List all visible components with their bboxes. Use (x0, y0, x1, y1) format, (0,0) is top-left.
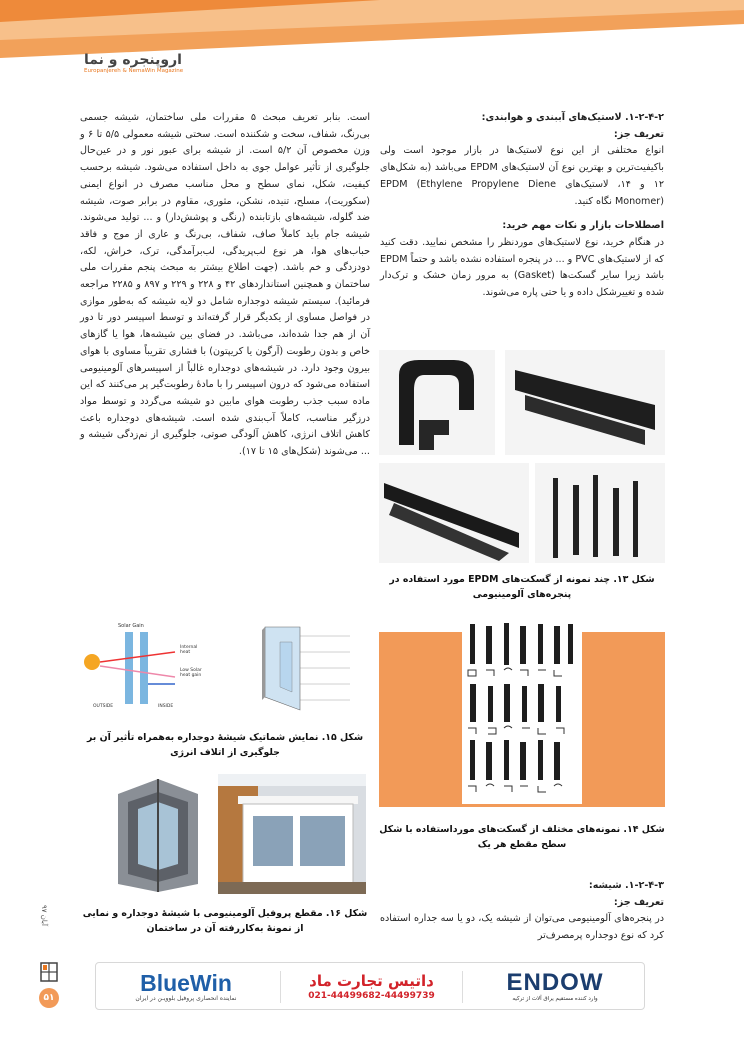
gasket-photo-1 (379, 350, 495, 455)
ad-divider-1 (280, 971, 281, 1003)
glass-definition-label: تعریف جز: (613, 896, 664, 908)
gaskets-paragraph: انواع مختلفی از این نوع لاستیک‌ها در بازار موجود است ولی باکیفیت‌ترین و بهترین نوع آن لاستیک‌های EPDM می‌باشد (به شکل‌های ۱۲ و ۱۴، لاستیک‌های EPDM (Ethylene Propylene Diene Monomer) نگاه کنید. (380, 145, 664, 207)
outside-label: OUTSIDE (93, 704, 114, 709)
section-heading-gaskets: ۱-۲-۴-۲. لاستیک‌های آببندی و هوابندی: (481, 112, 664, 123)
figure-16-caption: شکل ۱۶. مقطع پروفیل آلومینیومی با شیشۀ دوجداره و نمایی از نمونۀ به‌کاررفته آن در ساختمان (82, 908, 368, 934)
logo-subtitle: Europanjereh & NemaWin Magazine (84, 68, 184, 74)
glass-heading: ۱-۲-۴-۳. شیشه: (588, 880, 664, 891)
ad-bluewin[interactable] (96, 963, 276, 1009)
internal-heat-label: Internal heat (180, 645, 198, 655)
datis-phone: 021-44499682-44499739 (308, 991, 435, 1001)
building-photo (218, 774, 366, 894)
inside-label: INSIDE (158, 704, 174, 709)
bluewin-logo-text: BlueWin (140, 969, 232, 996)
gasket-photo-2 (505, 350, 665, 455)
ad-divider-2 (462, 971, 463, 1003)
gasket-photo-4 (535, 463, 665, 563)
low-solar-label: Low Solar heat gain (180, 668, 202, 678)
grid-logo-icon (40, 962, 58, 982)
figure-14-caption: شکل ۱۴. نمونه‌های مختلف از گسکت‌های مورداستفاده با شکل سطح مقطع هر یک (379, 824, 665, 850)
bluewin-subtitle: نماینده انحصاری پروفیل بلوویـن در ایران (135, 994, 237, 1002)
market-tips-paragraph: در هنگام خرید، نوع لاستیک‌های موردنظر را مشخص نمایید. دقت کنید که از لاستیک‌های PVC و ... در پنجره استفاده نشده باشد و حتماً EPDM باشد زیرا سایر گسکت‌ها (Gasket) به مرور زمان خشک و ترک‌دار شده و تغییرشکل داده و یا حتی پاره می‌شوند. (380, 236, 664, 299)
ad-endow[interactable] (466, 963, 644, 1009)
endow-logo-text: ENDOW (506, 969, 604, 996)
market-tips-heading: اصطلاحات بازار و نکات مهم خرید: (502, 220, 664, 232)
glass-description-paragraph: است. بنابر تعریف مبحث ۵ مقررات ملی ساختمان، شیشه جسمی بی‌رنگ، شفاف، سخت و شکننده است. سختی شیشه معمولی ۵/۵ تا ۶ و وزن مخصوص آن ۵/۲ است. از شیشه برای عبور نور و در عین‌حال جلوگیری از تأثیر عوامل جوی به داخل استفاده می‌شود. شیشه برحسب کیفیت، شکل، نمای سطح و محل مناسب مصرف در انواع ایمنی (سکوریت)، مسلح، تنیده، نشکن، مثوری، مقاوم در برابر صوت، شیشه ضد گلوله، شیشه‌های بازتابنده (رنگی و پوشش‌دار) و ... تولید می‌شوند. شیشه جام باید کاملاً صاف، شفاف، بی‌رنگ و عاری از موج و فاقد حباب‌های هوا، هر نوع لب‌پریدگی، لب‌برآمدگی، ترک، خراش، لکه، دودزدگی و خم باشد. (جهت اطلاع بیشتر به مبحث پنجم مقررات ملی ساختمان و همچنین استانداردهای ۴۲ و ۲۲۸ و ۲۲۹ و ۸۹۷ و ۲۲۸۵ مراجعه فرمائید). سیستم شیشه دوجداره شامل دو لایه شیشه که به‌طور موازی در فواصل مساوی از یکدیگر قرار گرفته‌اند و توسط اسپیسر دور تا دور آن از هم جدا شده‌اند، می‌باشد. در فضای بین شیشه‌ها، هوا یا گازهای خاص و بدون رطوبت (آرگون یا کریپتون) با فشاری تقریباً مساوی با هوای بیرون وجود دارد. در شیشه‌های دوجداره غالباً از اسپیسرهای آلومینیومی استفاده می‌شود که درون اسپیسر را با مادۀ رطوبت‌گیر پر می‌کنند که این ماده سبب جذب رطوبت هوای مابین دو شیشه می‌گردد و توسط مواد درزگیر مناسب، کاملاً آب‌بندی شده است. شیشه‌های دوجداره باعث کاهش اتلاف انرژی، کاهش آلودگی صوتی، جلوگیری از نم‌زدگی شیشه و ... می‌شوند (شکل‌های ۱۵ تا ۱۷). (80, 112, 371, 458)
glass-section (380, 878, 664, 945)
side-issue (40, 905, 60, 965)
double-glazing-section (240, 622, 365, 714)
figure-15-caption: شکل ۱۵. نمایش شماتیک شیشۀ دوجداره به‌همراه تأثیر آن بر جلوگیری از اتلاف انرژی (86, 732, 364, 758)
magazine-logo (84, 52, 184, 82)
issue-date: آبان ۹۷ (40, 905, 48, 926)
page-number: ۵۱ (43, 993, 55, 1003)
gasket-photo-3 (379, 463, 529, 563)
header-decoration (0, 0, 744, 58)
glass-paragraph: در پنجره‌های آلومینیومی می‌توان از شیشه یک، دو یا سه جداره استفاده کرد که نوع دوجداره پرمصرف‌تر (380, 913, 664, 942)
ad-datis[interactable] (284, 963, 459, 1009)
footer-ad-bar (95, 962, 645, 1010)
endow-subtitle: وارد کننده مستقیم یراق آلات از ترکیه (512, 996, 598, 1002)
aluminum-profile-image (108, 774, 208, 894)
gasket-profiles-figure (462, 618, 582, 804)
figure-13-caption: شکل ۱۳. چند نمونه از گسکت‌های EPDM مورد استفاده در پنجره‌های آلومینیومی (389, 574, 655, 600)
solar-gain-label: Solar Gain (118, 623, 144, 629)
page-number-badge (39, 988, 59, 1008)
left-column (80, 110, 370, 461)
right-column (380, 110, 664, 302)
datis-name: داتیس تجارت ماد (309, 972, 434, 990)
definition-label: تعریف جز: (613, 128, 664, 140)
logo-text: اروپنجره و نما (84, 52, 182, 68)
